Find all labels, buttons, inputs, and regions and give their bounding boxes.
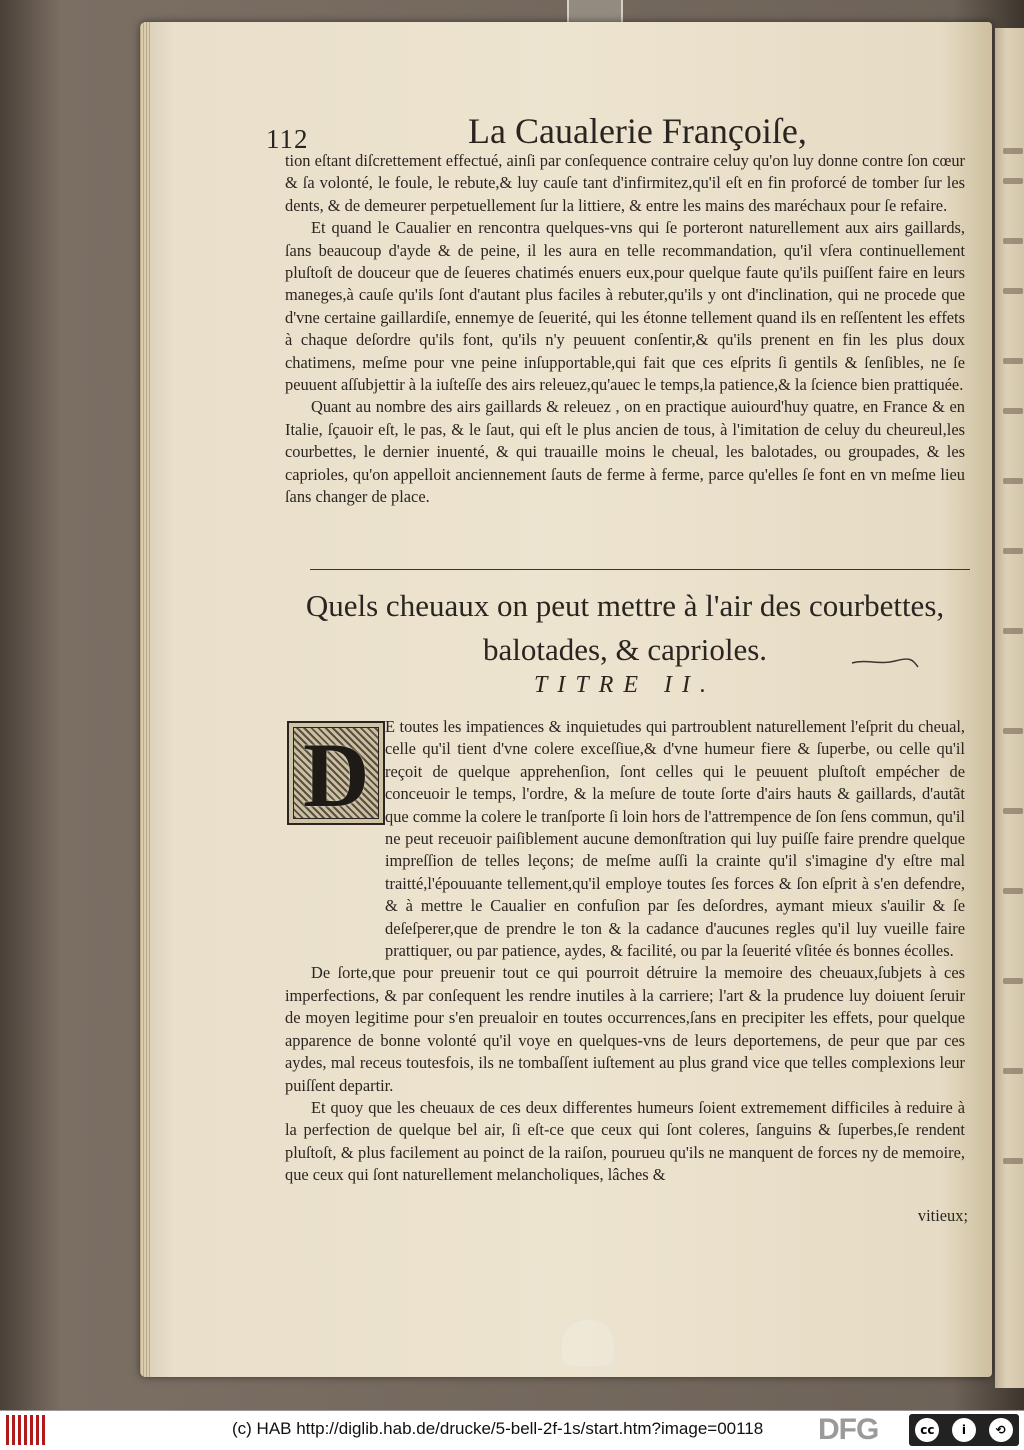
paragraph: Quant au nombre des airs gaillards & releuez , on en practique auiourd'huy quatre, en France & en Italie, ſçauoir eſt, le pas, & le ſaut, qui eſt le plus ancien de tous, à l'imitation de celuy du cheureul,les courbettes, le dernier inuenté, & qui trauaille moins le cheual, les balotades, ou groupades, & les caprioles, qu'on appelloit anciennement ſauts de ferme à ferme, parce qu'elles ſe font en vn meſme lieu ſans changer de place. (285, 397, 965, 507)
credit-link[interactable]: (c) HAB http://diglib.hab.de/drucke/5-bell-2f-1s/start.htm?image=00118 (232, 1419, 764, 1438)
paragraph: Et quand le Caualier en rencontra quelques-vns qui ſe porteront naturellement aux airs gaillards, ſans beaucoup d'ayde & de peine, il les aura en telle recommandation, qu'il vſera continuellement pluſtoſt de douceur que de ſeueres chatimés enuers eux,pour quelque faute qu'ils puiſſent faire en leurs maneges,à cauſe qu'ils ſont d'autant plus faciles à rebuter,qu'ils y ont d'inclination, qui ne procede que d'vne certaine gaillardiſe, ennemye de ſeuerité, qui les étonne tellement quand ils en reſſentent les effets à chaque deſordre qu'ils font, qu'ils n'y peuuent conſentir,& qu'ils prenent en fin les plus doux chatimens, meſme pour vne peine inſupportable,qui fait que ces eſprits ſi gentils & ſenſibles, ne ſe peuuent aſſubjettir à la iuſteſſe des airs releuez,qu'auec le temps,la patience,& la ſcience bien prattiquée. (285, 218, 965, 395)
dfg-logo: DFG (818, 1413, 879, 1446)
page-number: 112 (266, 124, 309, 154)
paragraph: Et quoy que les cheuaux de ces deux differentes humeurs ſoient extremement difficiles à reduire à la perfection de quelque bel air, ſi eſt-ce que ceux qui ſont coleres, ſanguins & ſuperbes,ſe rendent pluſtoſt, & plus facilement au poinct de la raiſon, pourueu qu'ils ne manquent de forces ny de memoire, que ceux qui ſont naturellement melancholiques, lâches & (285, 1097, 965, 1185)
cc-icon: cc (915, 1418, 939, 1442)
paragraph: De ſorte,que pour preuenir tout ce qui pourroit détruire la memoire des cheuaux,ſubjets à ces imperfections, & par conſequent les rendre inutiles à la carriere; l'art & la prudence luy doiuent ſeruir de moyen legitime pour s'en preualoir en toutes occurrences,ſans en precipiter les effets, pour quelque apparence de bonne volonté qu'il voye en quelques-vns de leurs deportemens, de peur que par ces aydes, mal receus toutesfois, ils ne tombaſſent iuſtement au plus grand vice que telles complexions leur puiſſent departir. (285, 963, 965, 1095)
chapter-title-line-1: Quels cheuaux on peut mettre à l'air des courbettes, (305, 588, 945, 623)
license-badge[interactable] (909, 1414, 1019, 1446)
drop-cap-letter: D (303, 724, 370, 826)
footer-bar (0, 1410, 1024, 1450)
section-divider (310, 569, 970, 570)
text-block-1 (285, 150, 965, 509)
text-block-2 (285, 716, 965, 1187)
catchword: vitieux; (917, 1206, 968, 1225)
page-edges (140, 22, 150, 1377)
chapter-title-line-2: balotades, & caprioles. (482, 632, 768, 667)
book-clip-bottom (560, 1318, 616, 1368)
section-heading: TITRE II. (534, 672, 716, 698)
by-icon: i (952, 1418, 976, 1442)
facing-page-edge (995, 28, 1024, 1388)
paragraph: E toutes les impatiences & inquietudes qui partroublent naturellement l'eſprit du cheual, celle qu'il tient d'vne colere exceſſiue,& d'vne humeur fiere & ſuperbe, ou celle qu'il reçoit de quelque apprehenſion, ſont celles qui le peuuent pluſtoſt empécher de conceuoir le temps, l'ordre, & la meſure de toute ſorte d'airs hauts & gaillards, d'autãt que comme la colere le tranſporte ſi loin hors de l'attrempence de ſon ſens commun, qu'il ne peut receuoir paiſiblement aucune demonſtration qui luy puiſſe faire prendre quelque impreſſion de telles leçons; de meſme auſſi la crainte qu'il s'imagine d'y eſtre mal traitté,l'épouuante tellement,qu'il employe toutes ſes forces & ſon eſprit à s'en defendre, & à mettre le Caualier en confuſion par ſes deſordres, aymant mieux s'auilir & ſe deſeſperer,que de prendre le ton & la cadance d'aucunes regles qu'il luy vueille faire prattiquer, ou par patience, aydes, & facilité, ou par la ſeuerité vſitée és bonnes écolles. (385, 717, 965, 961)
running-title: La Caualerie Françoiſe, (468, 111, 807, 151)
sa-icon: ⟲ (989, 1418, 1013, 1442)
flourish-ornament (850, 655, 920, 669)
paragraph: tion eſtant diſcrettement effectué, ainſi par conſequence contraire celuy qu'on luy donne contre ſon cœur & ſa volonté, le foule, le rebute,& luy cauſe tant d'infirmitez,qu'il eſt en fin proforcé de tomber ſur les dents, & de demeurer perpetuellement ſur la littiere, & entre les mains des maréchaux pour ſe refaire. (285, 151, 965, 215)
library-logo-icon (6, 1415, 46, 1445)
